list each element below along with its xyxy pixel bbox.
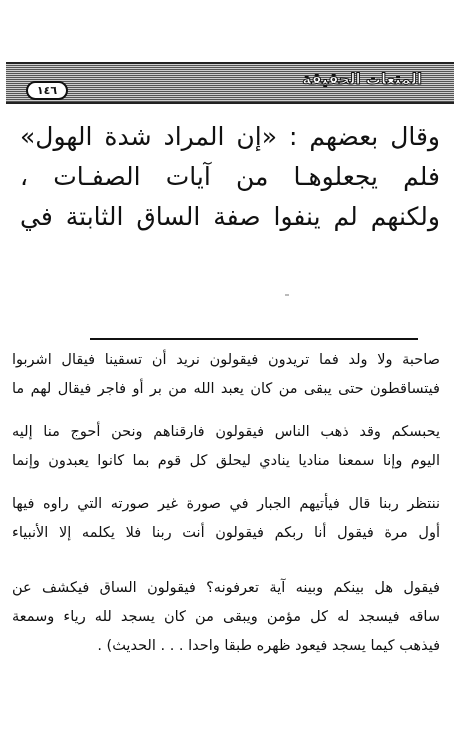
footnote-line: ساقه فيسجد له كل مؤمن ويبقى من كان يسجد لله رياء وسمعة [12, 609, 440, 625]
main-line-2: فلم يجعلوهـا من آيات الصفـات ، [20, 162, 440, 191]
paragraph-gap [12, 548, 440, 574]
main-line-3: ولكنهم لم ينفوا صفة الساق الثابتة في [20, 202, 440, 231]
running-title: المتعات الحقيقة [302, 70, 422, 88]
footnote-separator [90, 338, 418, 340]
main-line-1: وقال بعضهم : «إن المراد شدة الهول» [20, 122, 440, 151]
footnote-line: صاحبة ولا ولد فما تريدون فيقولون نريد أن تسقينا فيقال اشربوا [12, 352, 440, 368]
page-number-badge: ١٤٦ [26, 81, 68, 100]
paragraph-gap [12, 404, 440, 418]
main-text-block [20, 117, 440, 237]
footnote-line: اليوم وإنا سمعنا مناديا ينادي ليحلق كل قوم بما كانوا يعبدون وإنما [12, 453, 440, 469]
footnote-line: أول مرة فيقول أنا ربكم فيقولون أنت ربنا فلا يكلمه إلا الأنبياء [12, 525, 440, 541]
paragraph-gap [12, 476, 440, 490]
footnote-line: فيذهب كيما يسجد فيعود ظهره طبقا واحدا . . . الحديث) . [97, 638, 440, 654]
footnote-line: ننتظر ربنا قال فيأتيهم الجبار في صورة غير صورته التي راوه فيها [12, 496, 440, 512]
print-speck [285, 294, 289, 296]
footnote-line: يحبسكم وقد ذهب الناس فيقولون فارقناهم ونحن أحوج منا إليه [12, 424, 440, 440]
footnote-block [12, 346, 440, 661]
footnote-line: فيتساقطون حتى يبقى من كان يعبد الله من بر أو فاجر فيقال لهم ما [12, 381, 440, 397]
footnote-line: فيقول هل بينكم وبينه آية تعرفونه؟ فيقولون الساق فيكشف عن [12, 580, 440, 596]
page-header [6, 62, 454, 104]
